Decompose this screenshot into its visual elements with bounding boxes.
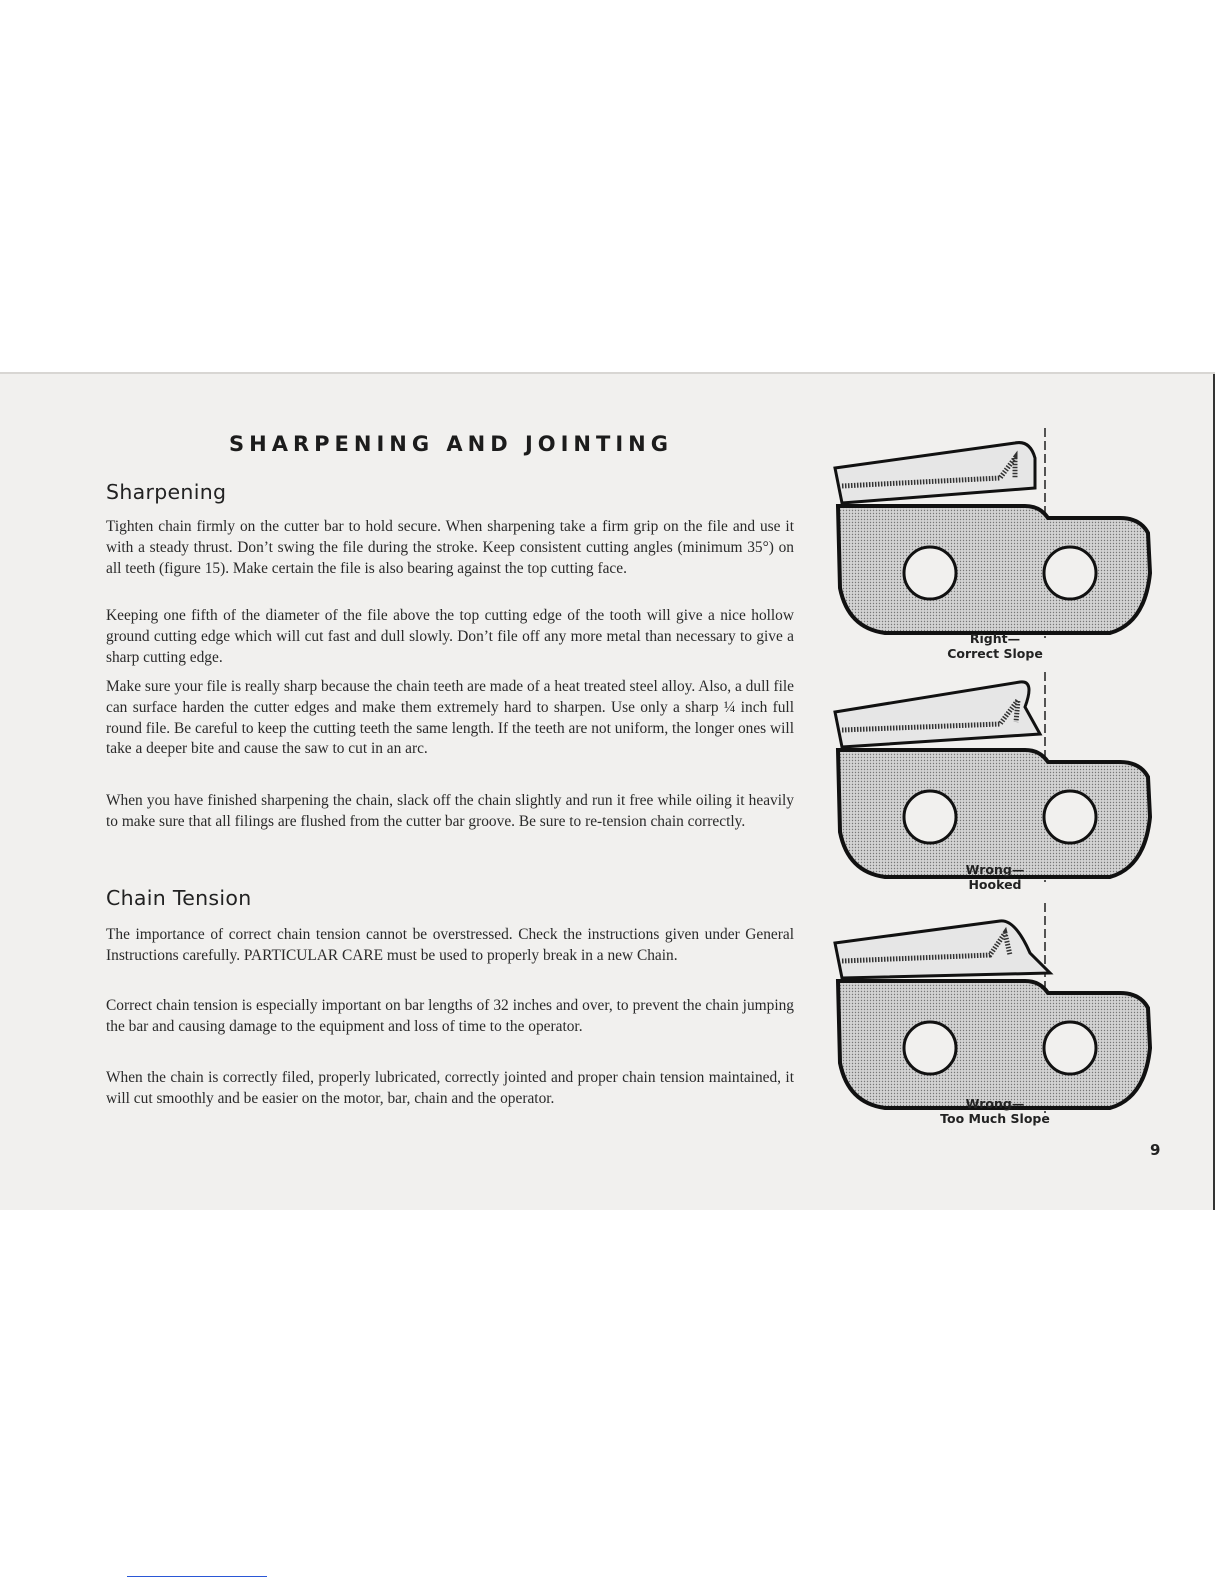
caption-line: Hooked xyxy=(968,877,1022,892)
paragraph-sharpening-4: When you have finished sharpening the chain, slack off the chain slightly and run it free while oiling it heavily to make sure that all filings are flushed from the cutter bar groove. Be sure to re-tension chain correctly. xyxy=(106,792,794,830)
page-title: SHARPENING AND JOINTING xyxy=(229,432,673,456)
section-heading-sharpening: Sharpening xyxy=(106,480,227,504)
paragraph-sharpening-3: Make sure your file is really sharp because the chain teeth are made of a heat treated steel alloy. Also, a dull file can surface harden the cutter edges and make them extremely hard to sharpen. Use only a sharp ¼ inch full round file. Be careful to keep the cutting teeth the same length. If the teeth are not uniform, the longer ones will take a deeper bite and cause the saw to cut in an arc. xyxy=(106,678,794,758)
page-edge-right xyxy=(1213,374,1215,1210)
figure-caption-correct-slope xyxy=(905,631,1085,661)
figure-caption-too-much-slope xyxy=(905,1096,1085,1126)
page-number: 9 xyxy=(1150,1141,1161,1159)
caption-line: Right— xyxy=(969,631,1021,646)
tooth-figure-correct-slope xyxy=(830,428,1160,648)
caption-line: Correct Slope xyxy=(947,646,1043,661)
paragraph-tension-1: The importance of correct chain tension cannot be overstressed. Check the instructions given under General Instructions carefully. PARTICULAR CARE must be used to properly break in a new Chain. xyxy=(106,926,794,964)
paragraph-tension-2: Correct chain tension is especially important on bar lengths of 32 inches and over, to prevent the chain jumping the bar and causing damage to the equipment and loss of time to the operator. xyxy=(106,997,794,1035)
caption-line: Too Much Slope xyxy=(940,1111,1050,1126)
caption-line: Wrong— xyxy=(965,1096,1025,1111)
tooth-figure-too-much-slope xyxy=(830,903,1160,1123)
footer-link-underline[interactable] xyxy=(127,1576,267,1577)
section-heading-chain-tension: Chain Tension xyxy=(106,886,252,910)
paragraph-sharpening-2: Keeping one fifth of the diameter of the file above the top cutting edge of the tooth will give a nice hollow ground cutting edge which will cut fast and dull slowly. Don’t file off any more metal than necessary to give a sharp cutting edge. xyxy=(106,607,794,666)
figure-caption-hooked xyxy=(905,862,1085,892)
paragraph-sharpening-1: Tighten chain firmly on the cutter bar to hold secure. When sharpening take a firm grip on the file and use it with a steady thrust. Don’t swing the file during the stroke. Keep consistent cutting angles (minimum 35°) on all teeth (figure 15). Make certain the file is also bearing against the top cutting face. xyxy=(106,518,794,577)
tooth-figure-hooked xyxy=(830,672,1160,892)
paragraph-tension-3: When the chain is correctly filed, properly lubricated, correctly jointed and proper chain tension maintained, it will cut smoothly and be easier on the motor, bar, chain and the operator. xyxy=(106,1069,794,1107)
caption-line: Wrong— xyxy=(965,862,1025,877)
page-edge-top xyxy=(0,372,1215,374)
